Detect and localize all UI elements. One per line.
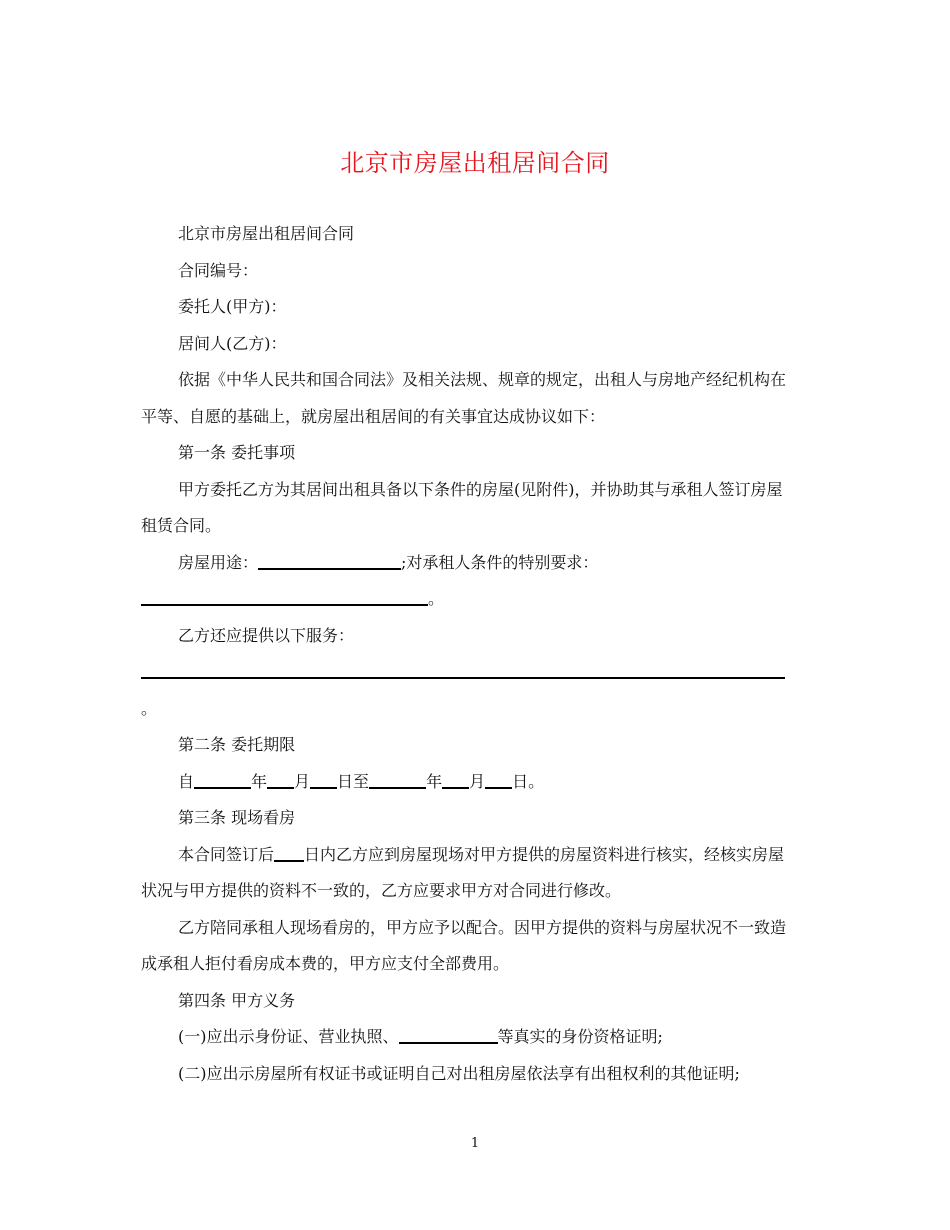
id-documents-blank [399, 1025, 498, 1044]
term-from: 自 [178, 771, 195, 791]
year-label: 年 [426, 771, 443, 791]
month-label: 月 [294, 771, 311, 791]
house-use-line [141, 545, 797, 582]
tenant-requirements-label: ;对承租人条件的特别要求： [401, 552, 599, 572]
tenant-requirements-line [141, 581, 797, 618]
day-end-label: 日。 [512, 771, 545, 791]
extra-services-label: 乙方还应提供以下服务： [178, 625, 355, 645]
tenant-requirements-blank [141, 587, 428, 606]
end-year-blank [369, 770, 426, 789]
document-title: 北京市房屋出租居间合同 [340, 149, 610, 177]
article-4-item-1 [141, 1019, 797, 1056]
art3-text-a: 本合同签订后 [178, 844, 275, 864]
article-3-heading: 第三条 现场看房 [178, 808, 296, 827]
period-mark: 。 [141, 698, 158, 718]
article-1-paragraph: 甲方委托乙方为其居间出租具备以下条件的房屋(见附件)，并协助其与承租人签订房屋租赁合同。 [141, 479, 783, 535]
day-to-label: 日至 [337, 771, 370, 791]
broker-line: 居间人(乙方)： [178, 333, 287, 353]
item1-text-b: 等真实的身份资格证明; [497, 1027, 663, 1046]
period-mark: 。 [428, 589, 445, 608]
article-1-heading: 第一条 委托事项 [178, 443, 296, 462]
article-3-paragraph-2: 乙方陪同承租人现场看房的，甲方应予以配合。因甲方提供的资料与房屋状况不一致造成承租人拒付看房成本费的，甲方应支付全部费用。 [141, 917, 787, 973]
contract-number-line: 合同编号： [178, 260, 259, 280]
article-2-heading: 第二条 委托期限 [178, 735, 296, 754]
extra-services-blank [141, 660, 785, 679]
start-year-blank [194, 770, 251, 789]
article-3-paragraph-1 [141, 837, 797, 910]
start-day-blank [310, 770, 337, 789]
client-line: 委托人(甲方)： [178, 297, 287, 316]
term-dates-line [141, 764, 797, 801]
end-month-blank [442, 770, 469, 789]
intro-paragraph: 依据《中华人民共和国合同法》及相关法规、规章的规定，出租人与房地产经纪机构在平等、自愿的基础上，就房屋出租居间的有关事宜达成协议如下： [141, 370, 787, 426]
art3-text-b: 日内乙方应到房屋现场对甲方提供的房屋资料进行核实，经核实房屋状况与甲方提供的资料不一致的，乙方应要求甲方对合同进行修改。 [141, 844, 785, 900]
subtitle: 北京市房屋出租居间合同 [178, 224, 355, 243]
article-4-heading: 第四条 甲方义务 [178, 990, 296, 1010]
house-use-label: 房屋用途： [178, 552, 259, 572]
article-4-item-2: (二)应出示房屋所有权证书或证明自己对出租房屋依法享有出租权利的其他证明; [178, 1063, 740, 1083]
start-month-blank [267, 770, 294, 789]
page-number: 1 [470, 1136, 480, 1151]
item1-text-a: (一)应出示身份证、营业执照、 [178, 1027, 399, 1046]
house-use-blank [258, 551, 401, 570]
inspection-days-blank [274, 843, 304, 862]
end-day-blank [485, 770, 512, 789]
year-label: 年 [251, 771, 268, 791]
document-body [141, 216, 797, 1092]
extra-services-line [141, 654, 797, 727]
month-label: 月 [469, 771, 486, 791]
